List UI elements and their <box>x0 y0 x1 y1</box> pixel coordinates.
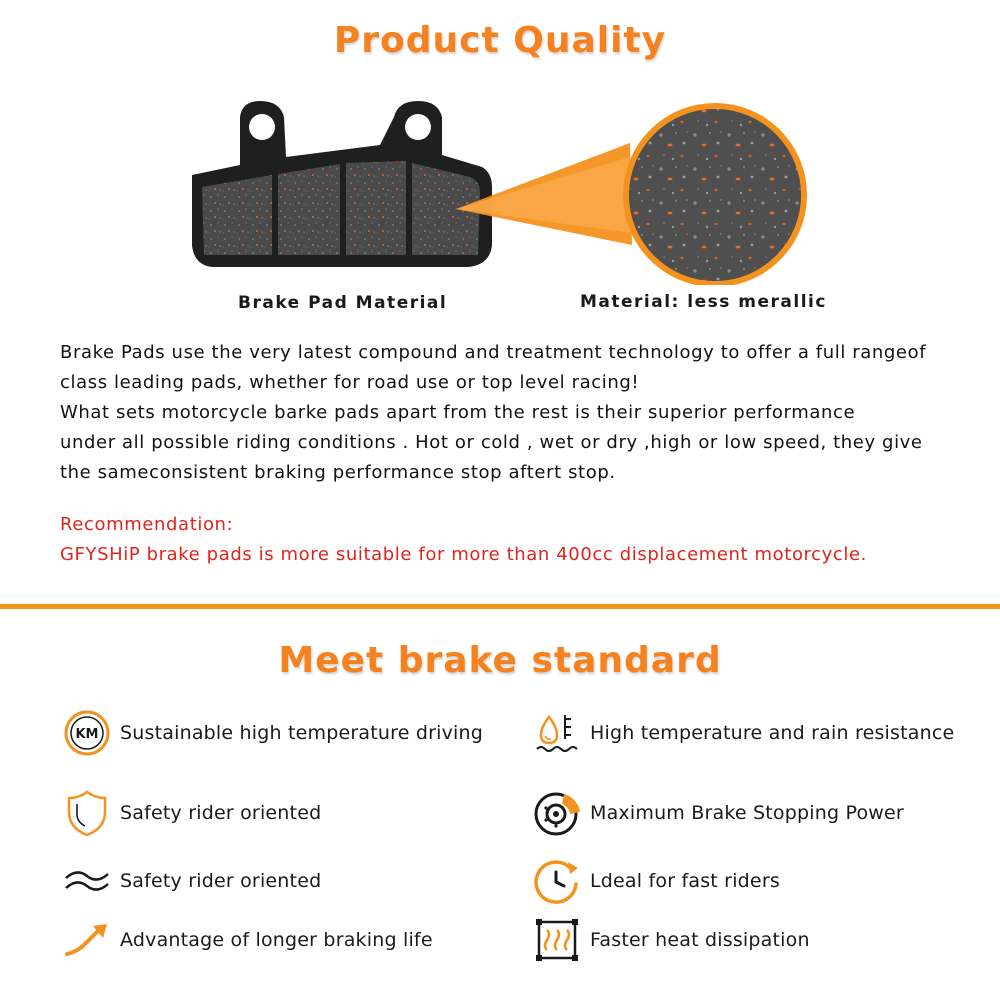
caption-brake-pad-material: Brake Pad Material <box>238 293 448 313</box>
description-line: What sets motorcycle barke pads apart from the rest is their superior performance <box>60 402 856 423</box>
feature-label: Safety rider oriented <box>120 802 322 824</box>
km-badge-text: KM <box>75 727 99 742</box>
caption-material-type: Material: less merallic <box>580 292 827 312</box>
trend-up-arrow-icon <box>62 915 112 965</box>
recommendation-heading: Recommendation: <box>60 514 234 535</box>
recommendation-text: GFYSHiP brake pads is more suitable for more than 400cc displacement motorcycle. <box>60 544 868 565</box>
section-divider <box>0 604 1000 609</box>
feature-item <box>532 788 904 838</box>
friction-block <box>346 161 406 255</box>
wave-icon <box>62 856 112 906</box>
feature-label: Sustainable high temperature driving <box>120 722 484 744</box>
section-title: Meet brake standard <box>278 640 722 681</box>
feature-label: High temperature and rain resistance <box>590 722 955 744</box>
feature-item <box>532 708 954 758</box>
friction-block <box>278 164 340 255</box>
page-title: Product Quality <box>333 20 667 61</box>
feature-item <box>62 915 433 965</box>
friction-block <box>202 175 272 255</box>
description-line: under all possible riding conditions . Hot or cold , wet or dry ,high or low speed, they give <box>60 432 923 453</box>
description-line: class leading pads, whether for road use or top level racing! <box>60 372 640 393</box>
km-icon <box>62 708 112 758</box>
heat-frame-icon <box>532 915 582 965</box>
feature-item <box>532 915 810 965</box>
description-text <box>60 338 926 488</box>
shield-icon <box>62 788 112 838</box>
feature-item <box>62 708 483 758</box>
feature-label: Faster heat dissipation <box>590 929 810 951</box>
drop-thermometer-icon <box>532 708 582 758</box>
feature-item <box>532 856 780 906</box>
brake-pad-figure <box>180 95 840 285</box>
description-line: the sameconsistent braking performance stop aftert stop. <box>60 462 616 483</box>
feature-label: Safety rider oriented <box>120 870 322 892</box>
feature-label: Ldeal for fast riders <box>590 870 780 892</box>
feature-item <box>62 788 321 838</box>
feature-label: Advantage of longer braking life <box>120 929 433 951</box>
feature-label: Maximum Brake Stopping Power <box>590 802 904 824</box>
clock-icon <box>532 856 582 906</box>
feature-item <box>62 856 321 906</box>
brake-disc-icon <box>532 788 582 838</box>
description-line: Brake Pads use the very latest compound and treatment technology to offer a full rangeof <box>60 342 927 363</box>
